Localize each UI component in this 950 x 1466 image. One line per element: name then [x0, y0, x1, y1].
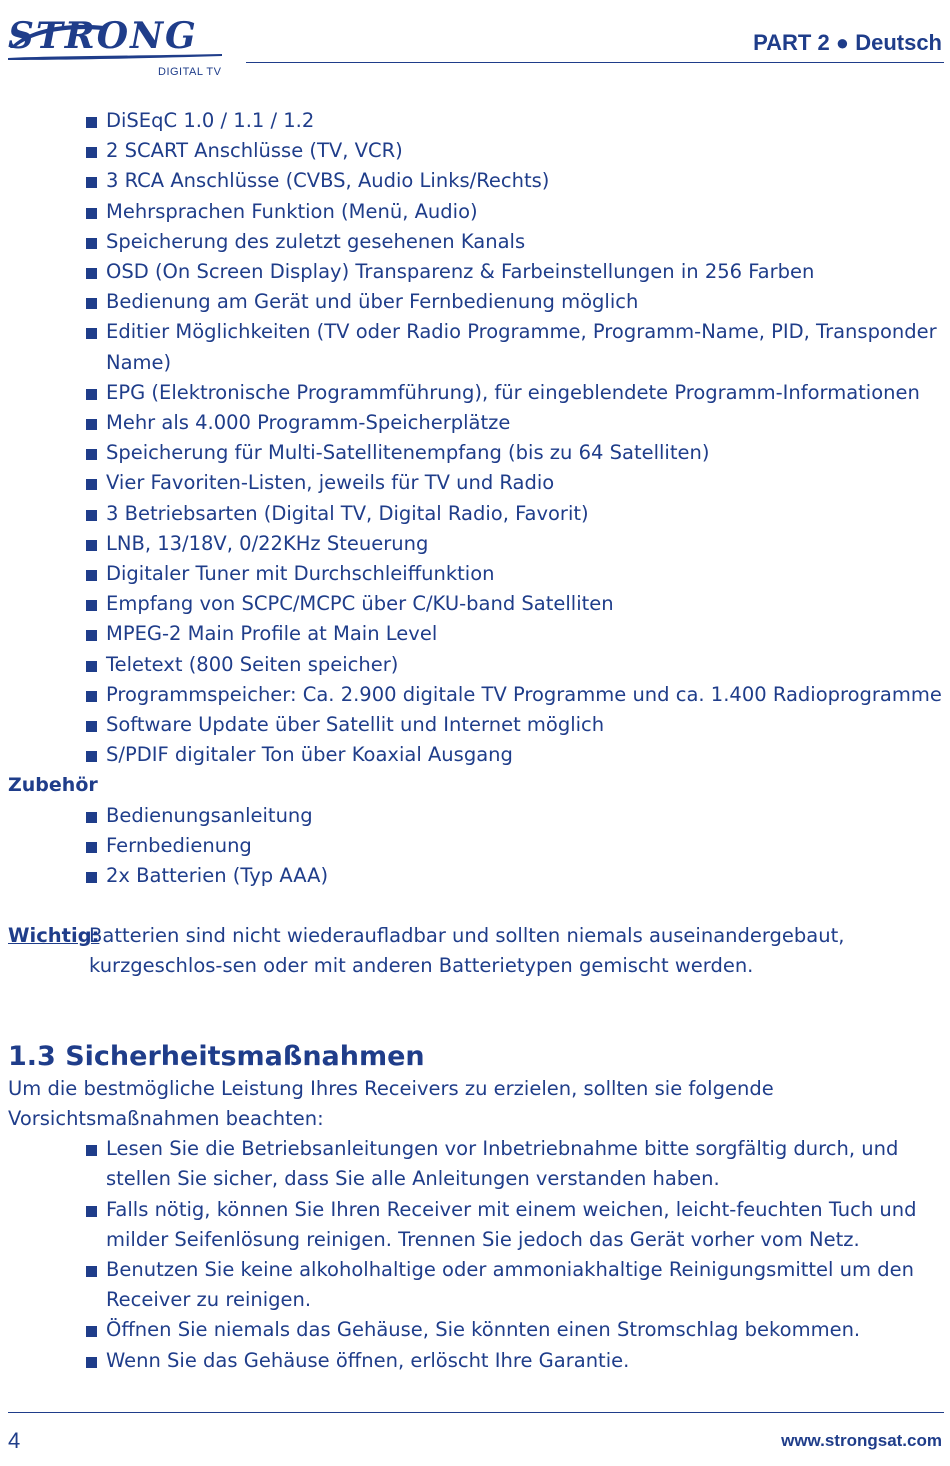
list-item: MPEG-2 Main Profile at Main Level [86, 619, 942, 649]
list-item: 2x Batterien (Typ AAA) [86, 861, 942, 891]
important-label: Wichtig: [8, 924, 100, 948]
list-item: Editier Möglichkeiten (TV oder Radio Programme, Programm-Name, PID, Transponder Name) [86, 317, 942, 377]
part-label: PART 2 ● Deutsch [753, 30, 942, 55]
list-item: Software Update über Satellit und Internet möglich [86, 710, 942, 740]
accessories-list [8, 801, 942, 892]
footer-divider [8, 1412, 944, 1413]
list-item: 3 Betriebsarten (Digital TV, Digital Radio, Favorit) [86, 499, 942, 529]
list-item: EPG (Elektronische Programmführung), für eingeblendete Programm-Informationen [86, 378, 942, 408]
list-item: Speicherung des zuletzt gesehenen Kanals [86, 227, 942, 257]
important-note [8, 921, 942, 981]
page-content [8, 106, 942, 1376]
list-item: OSD (On Screen Display) Transparenz & Farbeinstellungen in 256 Farben [86, 257, 942, 287]
list-item: Teletext (800 Seiten speicher) [86, 650, 942, 680]
list-item: Speicherung für Multi-Satellitenempfang (bis zu 64 Satelliten) [86, 438, 942, 468]
safety-list [8, 1134, 942, 1376]
accessories-heading: Zubehör [8, 774, 98, 797]
list-item: 3 RCA Anschlüsse (CVBS, Audio Links/Rechts) [86, 166, 942, 196]
list-item: Benutzen Sie keine alkoholhaltige oder ammoniakhaltige Reinigungsmittel um den Receiver zu reinigen. [86, 1255, 942, 1315]
logo-subtitle: DIGITAL TV [158, 66, 222, 78]
list-item: Bedienungsanleitung [86, 801, 942, 831]
page-header [0, 0, 950, 80]
list-item: S/PDIF digitaler Ton über Koaxial Ausgang [86, 740, 942, 770]
header-divider [246, 62, 944, 63]
section-title: 1.3 Sicherheitsmaßnahmen [8, 1040, 425, 1072]
list-item: Digitaler Tuner mit Durchschleiffunktion [86, 559, 942, 589]
list-item: Lesen Sie die Betriebsanleitungen vor Inbetriebnahme bitte sorgfältig durch, und stellen Sie sicher, dass Sie alle Anleitungen verstanden haben. [86, 1134, 942, 1194]
important-text: Batterien sind nicht wiederaufladbar und sollten niemals auseinandergebaut, kurzgeschlos-sen oder mit anderen Batterietypen gemischt werden. [89, 924, 845, 978]
list-item: Empfang von SCPC/MCPC über C/KU-band Satelliten [86, 589, 942, 619]
list-item: Öffnen Sie niemals das Gehäuse, Sie könnten einen Stromschlag bekommen. [86, 1315, 942, 1345]
list-item: Vier Favoriten-Listen, jeweils für TV und Radio [86, 468, 942, 498]
strong-logo [8, 16, 226, 80]
list-item: Falls nötig, können Sie Ihren Receiver mit einem weichen, leicht-feuchten Tuch und milder Seifenlösung reinigen. Trennen Sie jedoch das Gerät vorher vom Netz. [86, 1195, 942, 1255]
logo-wordmark: STRONG [8, 15, 198, 57]
list-item: Programmspeicher: Ca. 2.900 digitale TV Programme und ca. 1.400 Radioprogramme [86, 680, 942, 710]
features-list [8, 106, 942, 770]
list-item: Bedienung am Gerät und über Fernbedienung möglich [86, 287, 942, 317]
list-item: Fernbedienung [86, 831, 942, 861]
list-item: Wenn Sie das Gehäuse öffnen, erlöscht Ihre Garantie. [86, 1346, 942, 1376]
list-item: Mehr als 4.000 Programm-Speicherplätze [86, 408, 942, 438]
website-link[interactable]: www.strongsat.com [781, 1431, 942, 1450]
section-intro: Um die bestmögliche Leistung Ihres Receivers zu erzielen, sollten sie folgende Vorsichtsmaßnahmen beachten: [8, 1076, 774, 1130]
list-item: DiSEqC 1.0 / 1.1 / 1.2 [86, 106, 942, 136]
list-item: 2 SCART Anschlüsse (TV, VCR) [86, 136, 942, 166]
list-item: Mehrsprachen Funktion (Menü, Audio) [86, 197, 942, 227]
list-item: LNB, 13/18V, 0/22KHz Steuerung [86, 529, 942, 559]
page-number: 4 [8, 1428, 21, 1453]
